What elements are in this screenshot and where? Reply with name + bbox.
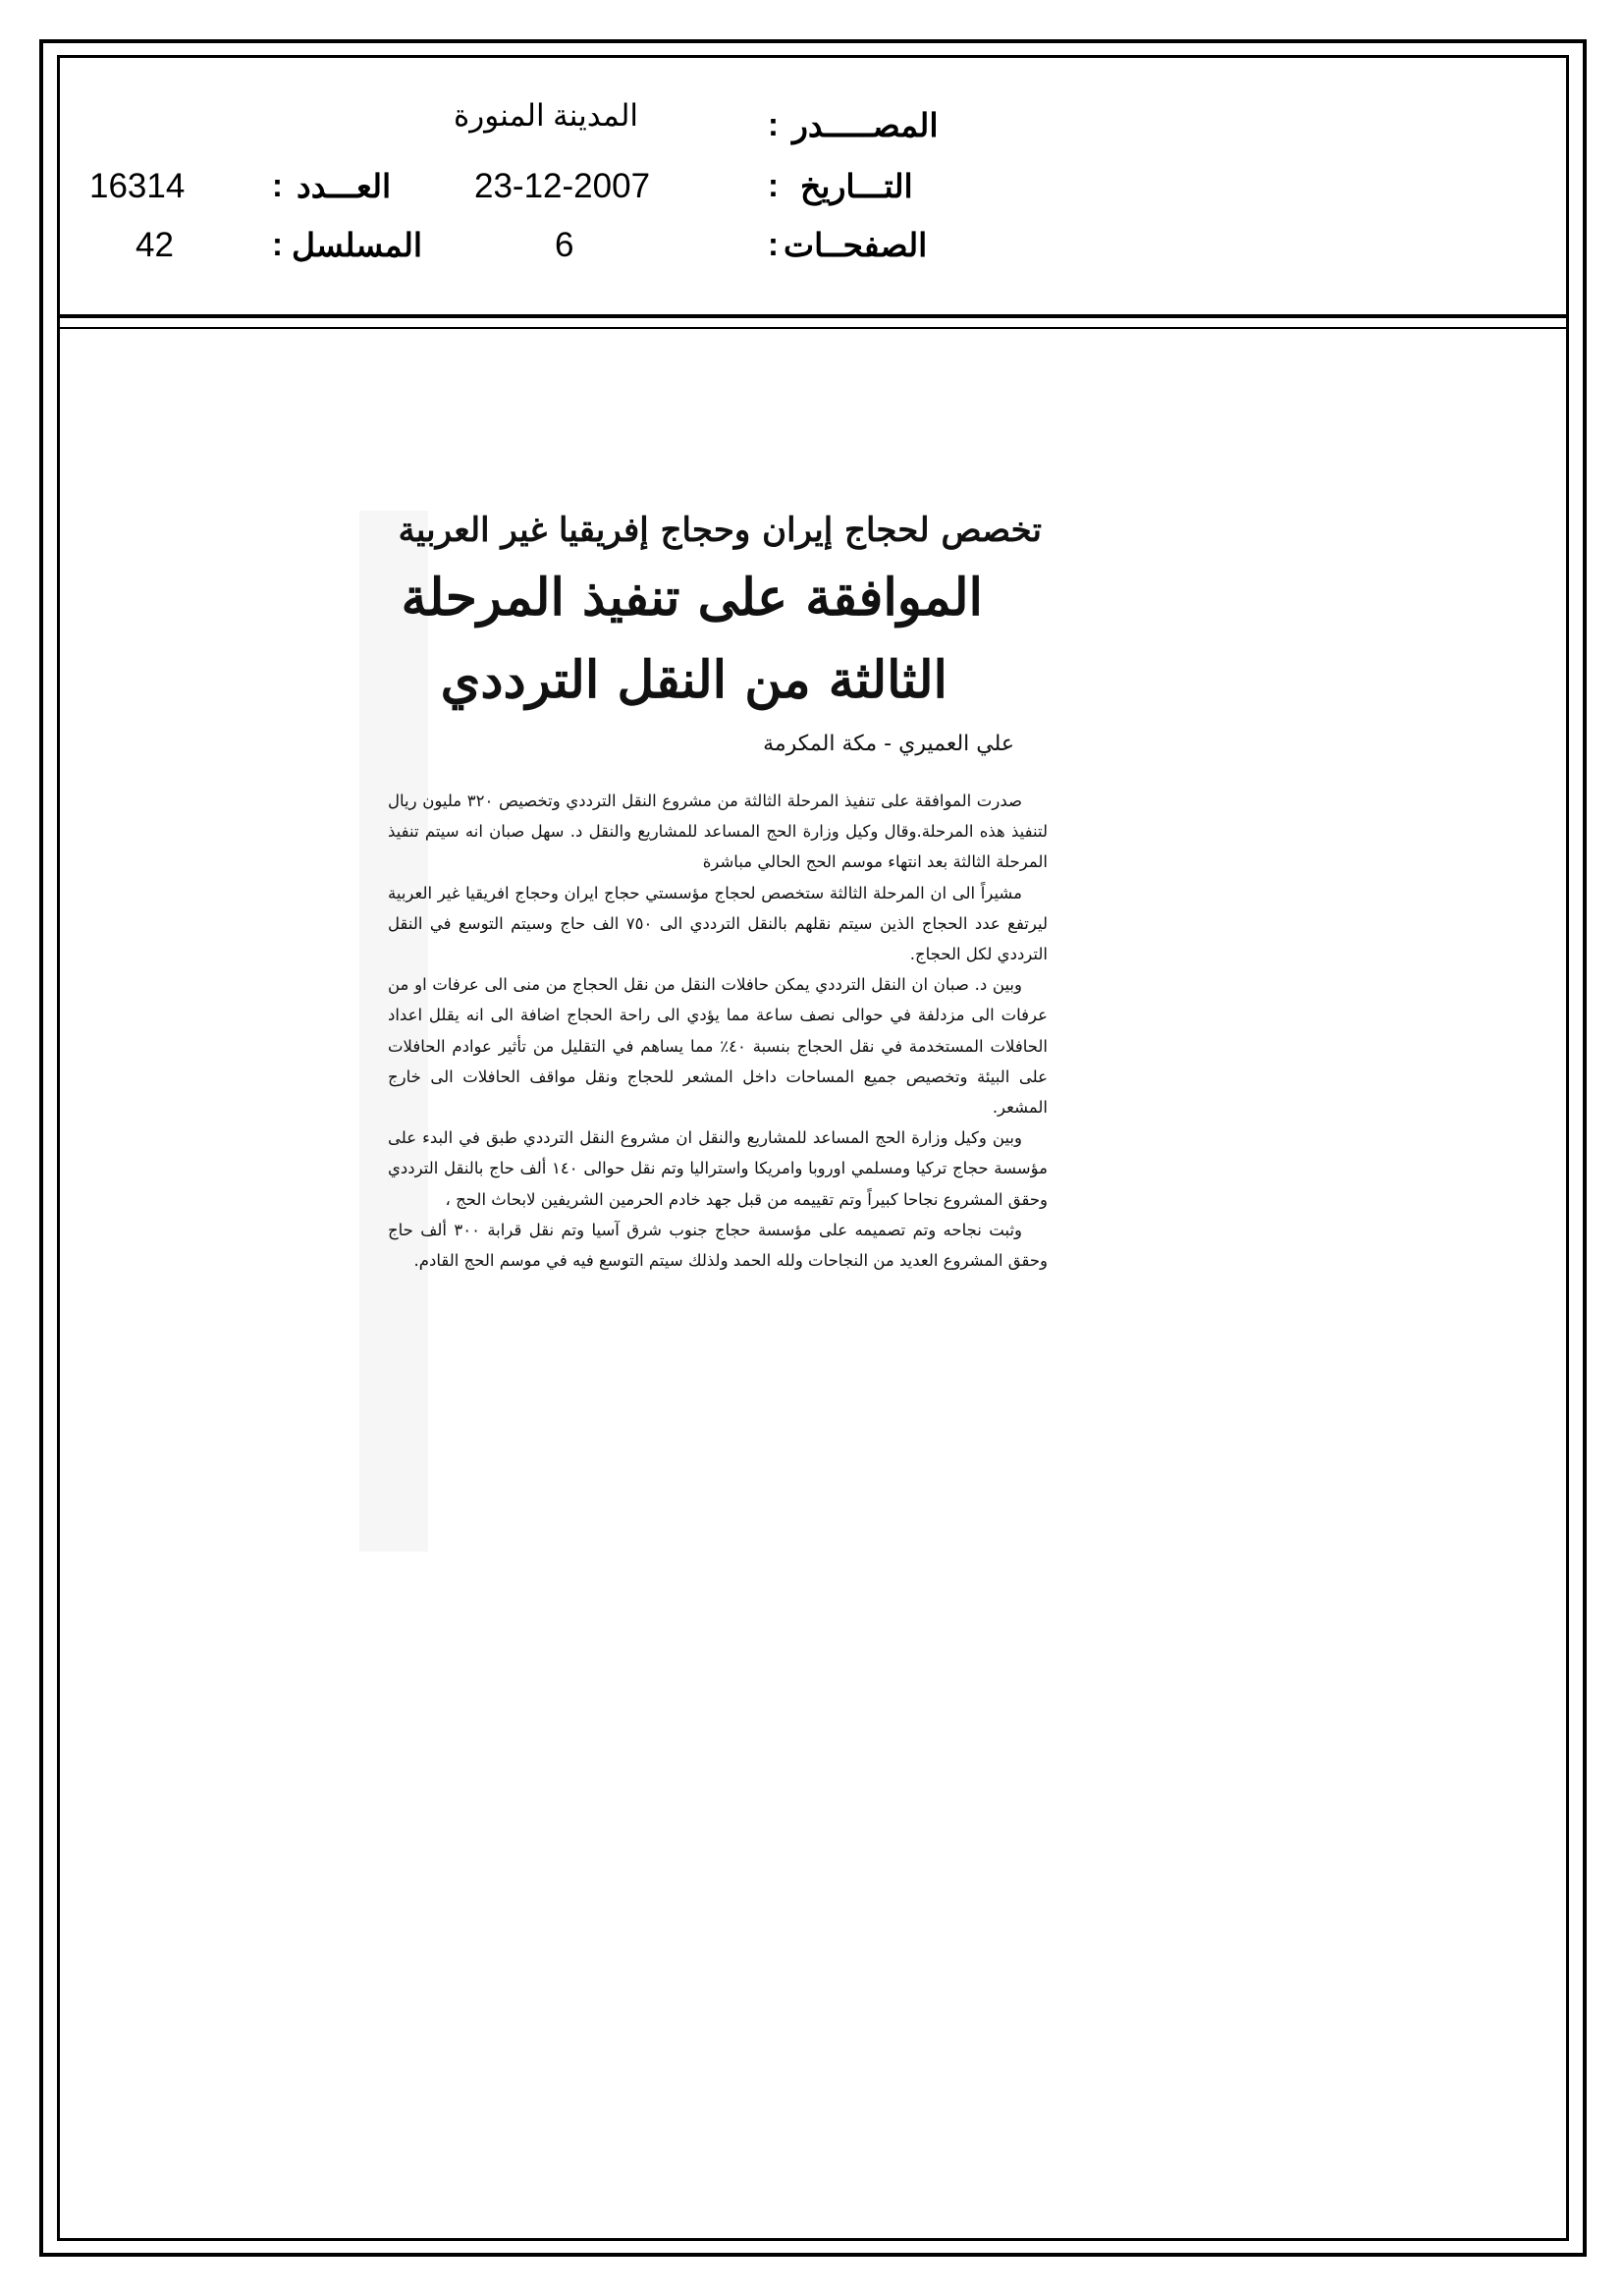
source-value: المدينة المنورة xyxy=(454,98,639,133)
article-paragraph: وبين د. صبان ان النقل الترددي يمكن حافلات النقل من نقل الحجاج من منى الى عرفات او من عرفات الى مزدلفة في حوالى نصف ساعة مما يؤدي الى راحة الحجاج اضافة الى انه يقلل اعداد الحافلات المستخدمة في نقل الحجاج بنسبة ٤٠٪ مما يساهم في التقليل من تأثير عوادم الحافلات على البيئة وتخصيص جميع المساحات داخل المشعر للحجاج ونقل مواقف الحافلات الى خارج المشعر. xyxy=(388,975,1049,1118)
article-subheadline: تخصص لحجاج إيران وحجاج إفريقيا غير العربية xyxy=(398,511,1042,550)
article-paragraph: وثبت نجاحه وتم تصميمه على مؤسسة حجاج جنوب شرق آسيا وتم نقل قرابة ٣٠٠ ألف حاج وحقق المشروع العديد من النجاحات ولله الحمد ولذلك سيتم التوسع فيه في موسم الحج القادم. xyxy=(388,1220,1048,1271)
pages-label: الصفحــات xyxy=(784,227,928,263)
source-colon: : xyxy=(768,106,779,142)
serial-label: المسلسل xyxy=(292,227,423,263)
date-label: التـــاريخ xyxy=(800,168,913,204)
serial-colon: : xyxy=(272,226,283,262)
date-value: 23-12-2007 xyxy=(474,167,651,205)
article-headline-line1: الموافقة على تنفيذ المرحلة xyxy=(401,568,983,628)
date-colon: : xyxy=(768,167,779,203)
pages-value: 6 xyxy=(555,226,574,264)
issue-label: العـــدد xyxy=(297,168,392,204)
article-byline: علي العميري - مكة المكرمة xyxy=(763,732,1014,756)
header-divider-thin xyxy=(57,327,1569,329)
article-paragraph: صدرت الموافقة على تنفيذ المرحلة الثالثة من مشروع النقل الترددي وتخصيص ٣٢٠ مليون ريال لتنفيذ هذه المرحلة.وقال وكيل وزارة الحج المساعد للمشاريع والنقل د. سهل صبان انه سيتم تنفيذ المرحلة الثالثة بعد انتهاء موسم الحج الحالي مباشرة xyxy=(388,792,1048,872)
article-headline-line2: الثالثة من النقل الترددي xyxy=(440,650,947,710)
pages-colon: : xyxy=(768,226,779,262)
issue-value: 16314 xyxy=(89,167,186,205)
source-label: المصـــــدر xyxy=(792,107,939,143)
article-paragraph: وبين وكيل وزارة الحج المساعد للمشاريع والنقل ان مشروع النقل الترددي طبق في البدء على مؤسسة حجاج تركيا ومسلمي اوروبا وامريكا واستراليا وتم نقل حوالى ١٤٠ ألف حاج بالنقل الترددي وحقق المشروع نجاحا كبيراً وتم تقييمه من قبل جهد خادم الحرمين الشريفين لابحاث الحج ، xyxy=(388,1128,1048,1209)
serial-value: 42 xyxy=(135,226,174,264)
issue-colon: : xyxy=(272,167,283,203)
article-body xyxy=(388,786,1048,1276)
article-paragraph: مشيراً الى ان المرحلة الثالثة ستخصص لحجاج مؤسستي حجاج ايران وحجاج افريقيا غير العربية ليرتفع عدد الحجاج الذين سيتم نقلهم بالنقل الترددي الى ٧٥٠ الف حاج وسيتم التوسع في النقل الترددي لكل الحجاج. xyxy=(388,883,1048,964)
header-divider xyxy=(57,314,1569,318)
